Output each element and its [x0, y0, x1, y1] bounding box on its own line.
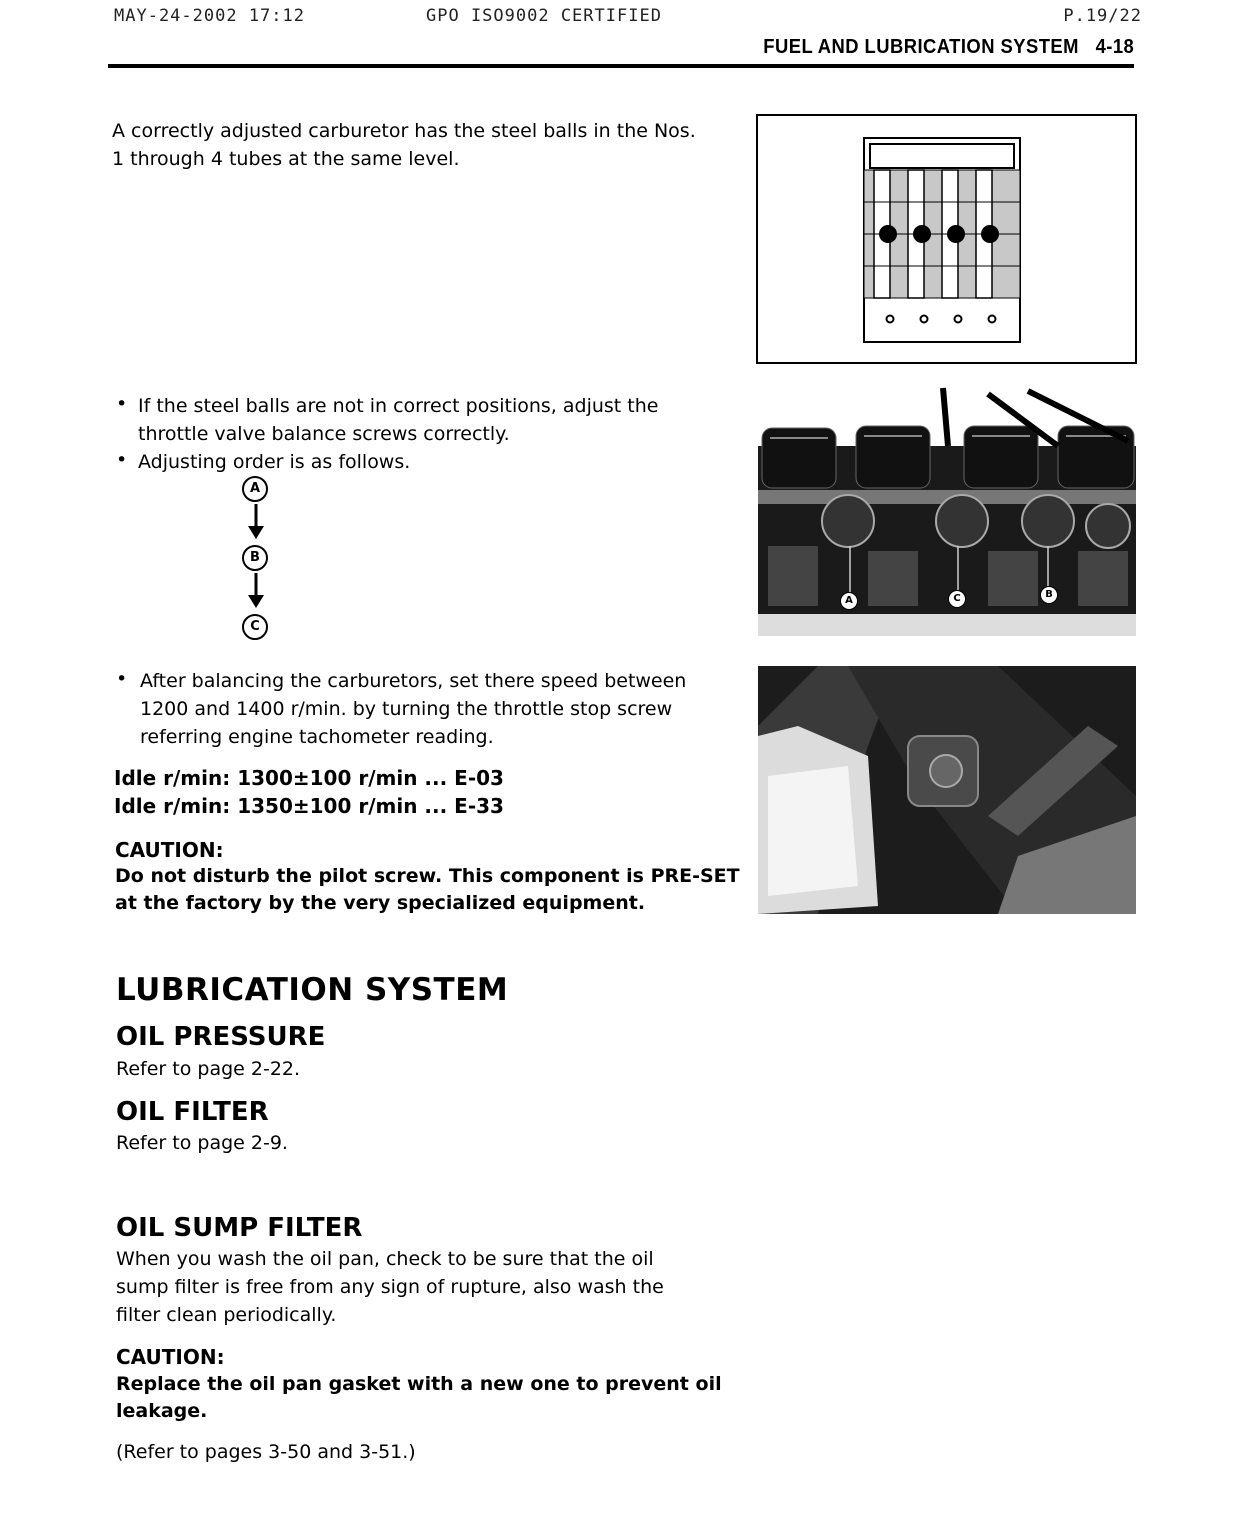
lubrication-system-title: LUBRICATION SYSTEM — [116, 972, 509, 1008]
oil-filter-heading: OIL FILTER — [116, 1097, 269, 1127]
bullet-1-line-1: If the steel balls are not in correct positions, adjust the — [138, 395, 659, 417]
bullet-dot: • — [116, 449, 128, 471]
photo-label-b: B — [1040, 586, 1058, 604]
section-page-number: 4-18 — [1095, 36, 1134, 58]
caution-label: CAUTION: — [115, 838, 224, 862]
caution-2-line-1: Replace the oil pan gasket with a new one to prevent oil — [116, 1373, 722, 1395]
bullet-2: Adjusting order is as follows. — [138, 451, 411, 473]
caution-2-label: CAUTION: — [116, 1345, 225, 1369]
bullet-dot: • — [116, 668, 128, 690]
oil-sump-line-1: When you wash the oil pan, check to be sure that the oil — [116, 1248, 654, 1270]
fax-date-time: MAY-24-2002 17:12 — [114, 6, 305, 26]
fax-page: P.19/22 — [1063, 6, 1142, 26]
refer-pages: (Refer to pages 3-50 and 3-51.) — [116, 1441, 416, 1463]
idle-spec-e33: Idle r/min: 1350±100 r/min ... E-33 — [114, 794, 504, 818]
section-title: FUEL AND LUBRICATION SYSTEM — [763, 36, 1079, 58]
bullet-3-line-3: referring engine tachometer reading. — [140, 726, 494, 748]
bullet-dot: • — [116, 393, 128, 415]
vacuum-gauge-diagram — [756, 114, 1137, 364]
section-header — [763, 36, 1134, 59]
order-step-c: C — [242, 614, 268, 640]
carburetor-photo — [758, 386, 1136, 636]
caution-2-line-2: leakage. — [116, 1400, 208, 1422]
oil-filter-text: Refer to page 2-9. — [116, 1132, 288, 1154]
bullet-1-line-2: throttle valve balance screws correctly. — [138, 423, 510, 445]
oil-sump-line-2: sump filter is free from any sign of rupture, also wash the — [116, 1276, 664, 1298]
oil-sump-line-3: filter clean periodically. — [116, 1304, 337, 1326]
photo-label-a: A — [840, 592, 858, 610]
arrow-down-icon — [244, 504, 268, 540]
fax-certified: GPO ISO9002 CERTIFIED — [426, 6, 662, 26]
gauge-tubes-drawing — [758, 116, 1135, 362]
order-step-a: A — [242, 476, 268, 502]
caution-1-line-1: Do not disturb the pilot screw. This component is PRE-SET — [115, 865, 740, 887]
oil-pressure-text: Refer to page 2-22. — [116, 1058, 301, 1080]
throttle-stop-screw-photo — [758, 666, 1136, 914]
idle-spec-e03: Idle r/min: 1300±100 r/min ... E-03 — [114, 766, 504, 790]
oil-pressure-heading: OIL PRESSURE — [116, 1022, 326, 1052]
intro-line-2: 1 through 4 tubes at the same level. — [112, 148, 460, 170]
arrow-down-icon — [244, 573, 268, 609]
oil-sump-filter-heading: OIL SUMP FILTER — [116, 1213, 363, 1243]
bullet-3-line-2: 1200 and 1400 r/min. by turning the throttle stop screw — [140, 698, 673, 720]
intro-line-1: A correctly adjusted carburetor has the steel balls in the Nos. — [112, 120, 696, 142]
bullet-3-line-1: After balancing the carburetors, set there speed between — [140, 670, 687, 692]
caution-1-line-2: at the factory by the very specialized equipment. — [115, 892, 646, 914]
order-step-b: B — [242, 545, 268, 571]
photo-label-c: C — [948, 590, 966, 608]
header-rule — [108, 64, 1134, 68]
